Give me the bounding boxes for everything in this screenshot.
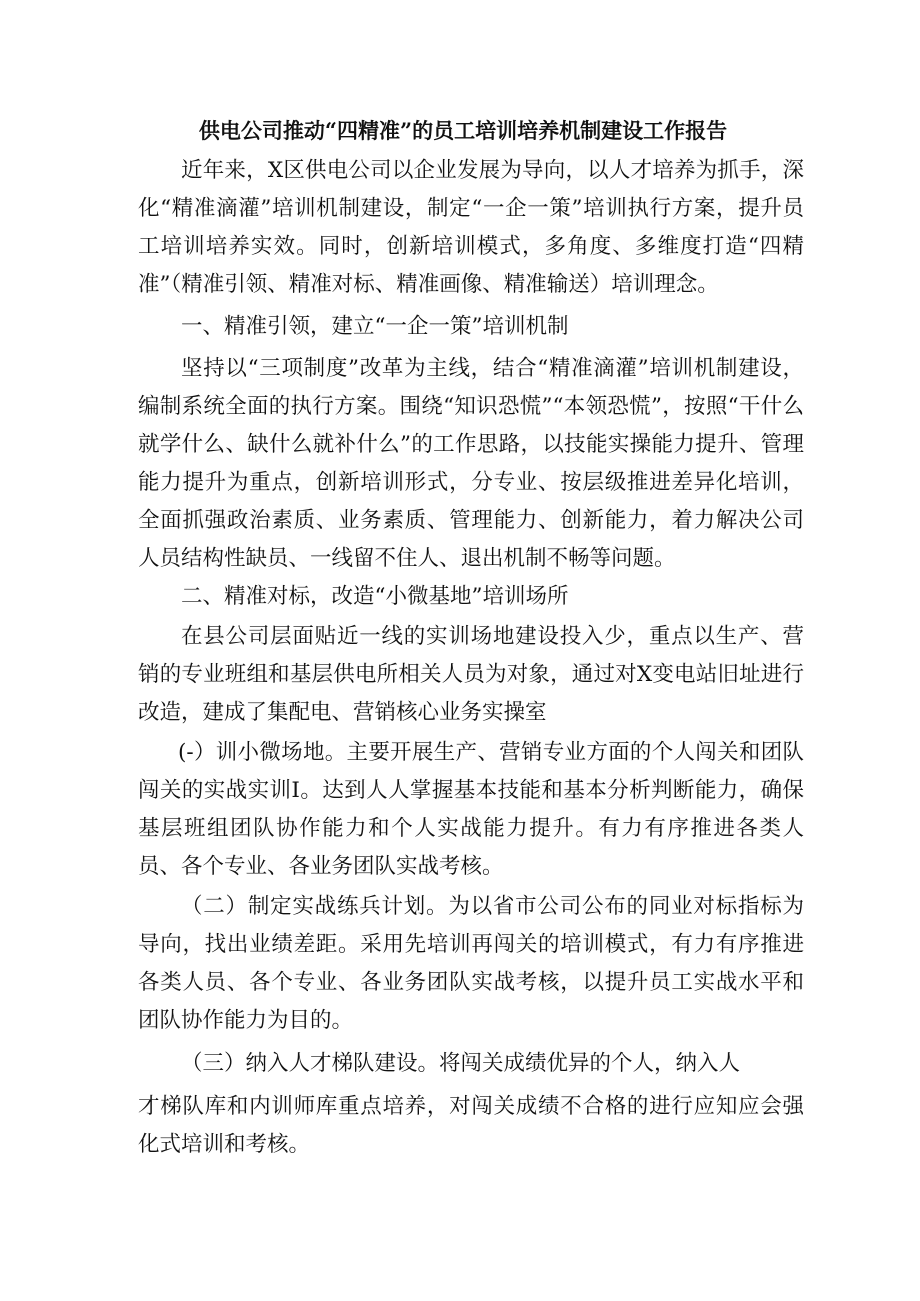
intro-paragraph: 近年来，X区供电公司以企业发展为导向，以人才培养为抓手，深化“精准滴灌”培训机制建设，制定“一企一策”培训执行方案，提升员工培训培养实效。同时，创新培训模式，多角度、多维度打造“四精准”（精准引领、精准对标、精准画像、精准输送）培训理念。 [138,158,804,297]
item-1-paragraph: (-）训小微场地。主要开展生产、营销专业方面的个人闯关和团队闯关的实战实训I。达到人人掌握基本技能和基本分析判断能力，确保基层班组团队协作能力和个人实战能力提升。有力有序推进各类人员、各个专业、各业务团队实战考核。 [138,740,804,879]
item-3-line-2: 才梯队库和内训师库重点培养，对闯关成绩不合格的进行应知应会强化式培训和考核。 [138,1094,804,1157]
item-3-line-1: （三）纳入人才梯队建设。将闯关成绩优异的个人，纳入人 [181,1051,741,1076]
item-2-paragraph: （二）制定实战练兵计划。为以省市公司公布的同业对标指标为导向，找出业绩差距。采用先培训再闯关的培训模式，有力有序推进各类人员、各个专业、各业务团队实战考核，以提升员工实战水平和团队协作能力为目的。 [138,894,804,1033]
section-2-heading: 二、精准对标，改造“小微基地”培训场所 [181,584,569,609]
document-title: 供电公司推动“四精准”的员工培训培养机制建设工作报告 [198,118,728,143]
section-1-paragraph: 坚持以“三项制度”改革为主线，结合“精准滴灌”培训机制建设，编制系统全面的执行方案。围绕“知识恐慌”“本领恐慌”，按照“干什么就学什么、缺什么就补什么”的工作思路，以技能实操能力提升、管理能力提升为重点，创新培训形式，分专业、按层级推进差异化培训，全面抓强政治素质、业务素质、管理能力、创新能力，着力解决公司人员结构性缺员、一线留不住人、退出机制不畅等问题。 [138,356,804,571]
section-2-paragraph: 在县公司层面贴近一线的实训场地建设投入少，重点以生产、营销的专业班组和基层供电所相关人员为对象，通过对X变电站旧址进行改造，建成了集配电、营销核心业务实操室 [138,624,804,725]
section-1-heading: 一、精准引领，建立“一企一策”培训机制 [181,314,569,339]
